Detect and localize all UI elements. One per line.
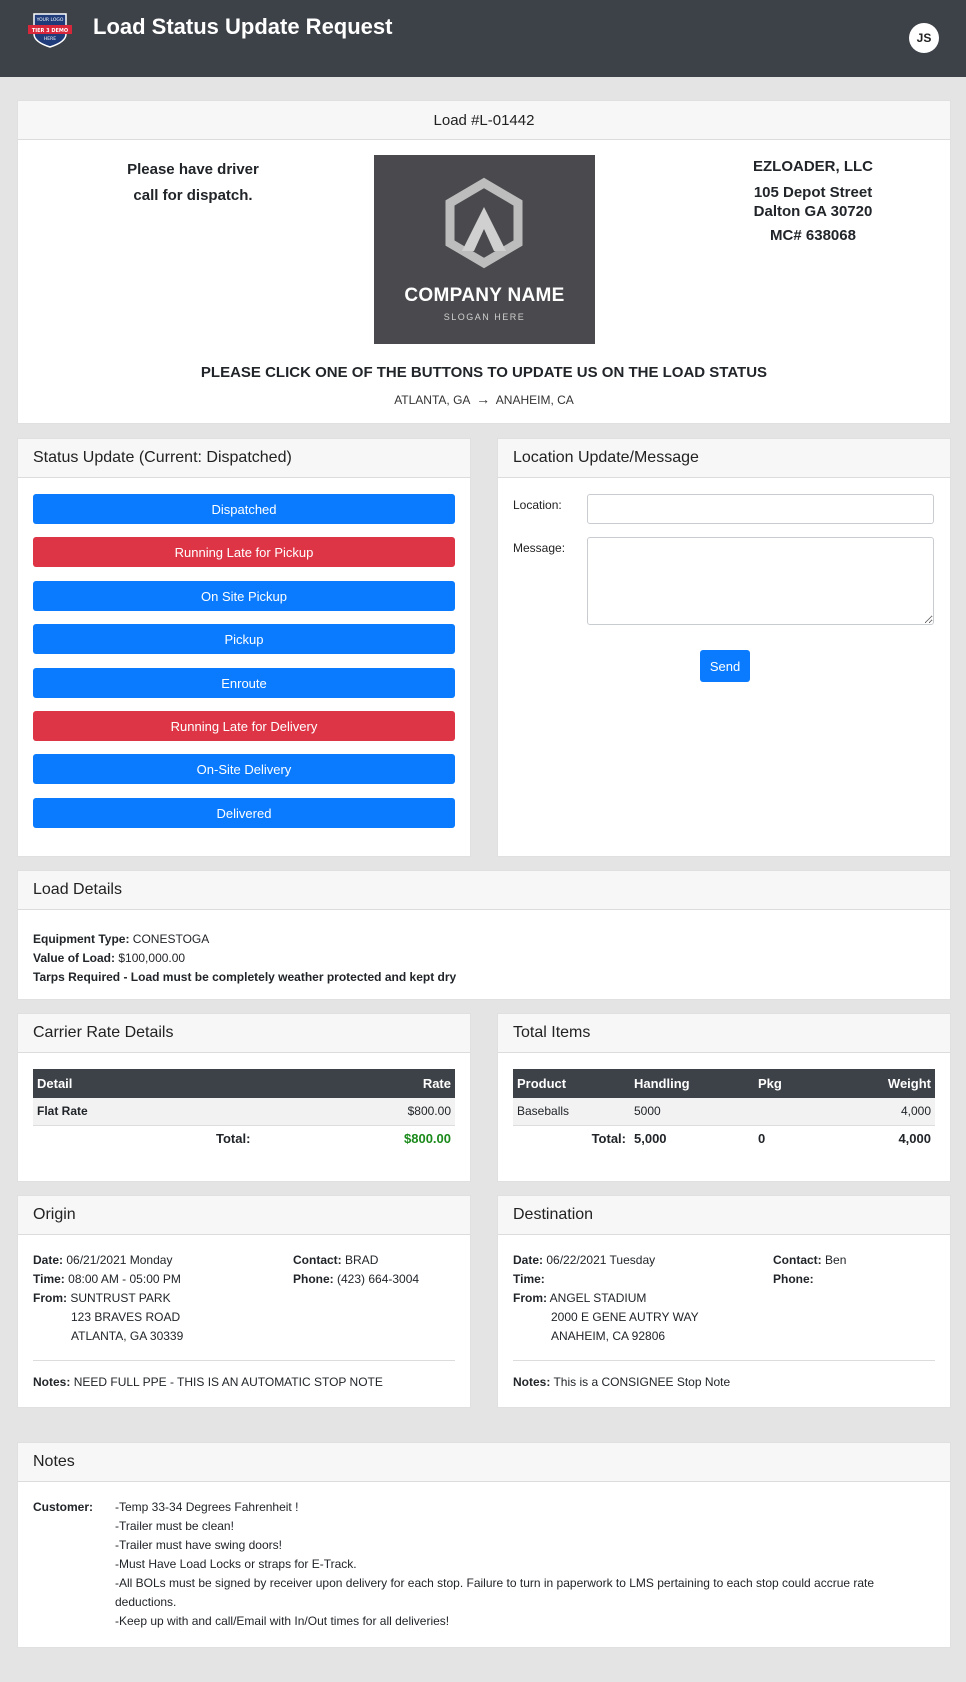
column-header-handling: Handling bbox=[630, 1069, 754, 1098]
column-header-rate: Rate bbox=[371, 1069, 455, 1098]
arrow-right-icon: → bbox=[476, 391, 491, 407]
list-item: -Must Have Load Locks or straps for E-Track. bbox=[115, 1557, 357, 1571]
location-update-title: Location Update/Message bbox=[498, 439, 950, 478]
notes-card bbox=[17, 1442, 951, 1648]
svg-text:HERE: HERE bbox=[43, 37, 57, 42]
route-origin: ATLANTA, GA bbox=[394, 393, 470, 407]
destination-city: ANAHEIM, CA 92806 bbox=[551, 1329, 666, 1343]
destination-date: Date: 06/22/2021 Tuesday bbox=[513, 1253, 656, 1267]
destination-time: Time: bbox=[513, 1272, 545, 1286]
status-update-title: Status Update (Current: Dispatched) bbox=[18, 439, 470, 478]
company-logo-name: COMPANY NAME bbox=[404, 285, 565, 306]
total-pkg: 0 bbox=[758, 1131, 766, 1147]
load-card bbox=[17, 100, 951, 424]
dispatch-message: Please have driver call for dispatch. bbox=[127, 161, 259, 204]
total-row: Total: $800.00 bbox=[33, 1125, 455, 1152]
total-items-card bbox=[497, 1013, 951, 1182]
total-rate: $800.00 bbox=[404, 1131, 451, 1147]
status-button-dispatched[interactable]: Dispatched bbox=[33, 494, 455, 524]
load-details-card bbox=[17, 870, 951, 1000]
total-items-table bbox=[513, 1069, 935, 1152]
tarps-note: Tarps Required - Load must be completely weather protected and kept dry bbox=[33, 970, 457, 984]
svg-text:TIER 3 DEMO: TIER 3 DEMO bbox=[31, 28, 69, 34]
destination-card bbox=[497, 1195, 951, 1408]
total-handling: 5,000 bbox=[634, 1131, 667, 1147]
company-city: Dalton GA 30720 bbox=[753, 203, 873, 220]
status-button-delivered[interactable]: Delivered bbox=[33, 798, 455, 828]
company-logo-slogan: SLOGAN HERE bbox=[443, 312, 526, 322]
company-info bbox=[708, 157, 918, 245]
list-item: -Temp 33-34 Degrees Fahrenheit ! bbox=[115, 1500, 299, 1514]
app-title: Load Status Update Request bbox=[93, 14, 393, 39]
column-header-weight: Weight bbox=[844, 1069, 935, 1098]
svg-text:YOUR LOGO: YOUR LOGO bbox=[36, 18, 64, 23]
status-button-running-late-pickup[interactable]: Running Late for Pickup bbox=[33, 537, 455, 567]
instruction-text: PLEASE CLICK ONE OF THE BUTTONS TO UPDATE US ON THE LOAD STATUS bbox=[200, 364, 768, 381]
user-avatar[interactable]: JS bbox=[909, 23, 939, 53]
total-weight: 4,000 bbox=[898, 1131, 931, 1147]
status-button-pickup[interactable]: Pickup bbox=[33, 624, 455, 654]
origin-contact: Contact: BRAD bbox=[293, 1253, 379, 1267]
destination-contact: Contact: Ben bbox=[773, 1253, 847, 1267]
route bbox=[18, 391, 950, 407]
company-mc: MC# 638068 bbox=[770, 227, 856, 244]
total-items-title: Total Items bbox=[498, 1014, 950, 1053]
destination-street: 2000 E GENE AUTRY WAY bbox=[551, 1310, 699, 1324]
table-row: Flat Rate $800.00 bbox=[33, 1098, 455, 1125]
list-item: -Keep up with and call/Email with In/Out times for all deliveries! bbox=[115, 1614, 450, 1628]
list-item: -Trailer must have swing doors! bbox=[115, 1538, 282, 1552]
table-row: Baseballs 5000 4,000 bbox=[513, 1098, 935, 1125]
load-value: Value of Load: $100,000.00 bbox=[33, 951, 186, 965]
origin-time: Time: 08:00 AM - 05:00 PM bbox=[33, 1272, 181, 1286]
divider bbox=[513, 1360, 935, 1361]
destination-notes: Notes: This is a CONSIGNEE Stop Note bbox=[513, 1375, 731, 1389]
carrier-rate-card bbox=[17, 1013, 471, 1182]
customer-notes-list bbox=[115, 1498, 935, 1631]
destination-title: Destination bbox=[498, 1196, 950, 1235]
list-item: -All BOLs must be signed by receiver upon delivery for each stop. Failure to turn in paperwork to LMS pertaining to each stop could accrue rate deductions. bbox=[115, 1576, 875, 1609]
location-label: Location: bbox=[513, 498, 562, 512]
status-button-on-site-pickup[interactable]: On Site Pickup bbox=[33, 581, 455, 611]
carrier-rate-title: Carrier Rate Details bbox=[18, 1014, 470, 1053]
origin-notes: Notes: NEED FULL PPE - THIS IS AN AUTOMATIC STOP NOTE bbox=[33, 1375, 383, 1389]
origin-card bbox=[17, 1195, 471, 1408]
origin-phone: Phone: (423) 664-3004 bbox=[293, 1272, 420, 1286]
origin-title: Origin bbox=[18, 1196, 470, 1235]
route-destination: ANAHEIM, CA bbox=[495, 393, 574, 407]
origin-street: 123 BRAVES ROAD bbox=[71, 1310, 181, 1324]
company-street: 105 Depot Street bbox=[753, 184, 873, 201]
notes-title: Notes bbox=[18, 1443, 950, 1482]
status-button-enroute[interactable]: Enroute bbox=[33, 668, 455, 698]
origin-from: From: SUNTRUST PARK bbox=[33, 1291, 171, 1305]
message-label: Message: bbox=[513, 541, 566, 555]
column-header-pkg: Pkg bbox=[754, 1069, 844, 1098]
company-logo bbox=[374, 155, 595, 344]
equipment-type: Equipment Type: CONESTOGA bbox=[33, 932, 210, 946]
divider bbox=[33, 1360, 455, 1361]
carrier-rate-table bbox=[33, 1069, 455, 1152]
company-name: EZLOADER, LLC bbox=[753, 158, 873, 175]
status-update-card bbox=[17, 438, 471, 857]
load-number-title: Load #L-01442 bbox=[18, 101, 950, 140]
location-update-card bbox=[497, 438, 951, 857]
origin-date: Date: 06/21/2021 Monday bbox=[33, 1253, 173, 1267]
send-button[interactable]: Send bbox=[700, 650, 750, 682]
location-input[interactable] bbox=[587, 494, 934, 524]
status-button-on-site-delivery[interactable]: On-Site Delivery bbox=[33, 754, 455, 784]
status-button-running-late-delivery[interactable]: Running Late for Delivery bbox=[33, 711, 455, 741]
destination-phone: Phone: bbox=[773, 1272, 814, 1286]
top-navbar bbox=[0, 0, 966, 77]
column-header-product: Product bbox=[513, 1069, 630, 1098]
load-details-title: Load Details bbox=[18, 871, 950, 910]
brand-logo[interactable] bbox=[26, 12, 74, 48]
customer-label: Customer: bbox=[33, 1500, 94, 1514]
message-textarea[interactable] bbox=[587, 537, 934, 625]
column-header-detail: Detail bbox=[33, 1069, 371, 1098]
origin-city: ATLANTA, GA 30339 bbox=[71, 1329, 184, 1343]
total-row: Total: 5,000 0 4,000 bbox=[513, 1125, 935, 1152]
destination-from: From: ANGEL STADIUM bbox=[513, 1291, 647, 1305]
list-item: -Trailer must be clean! bbox=[115, 1519, 234, 1533]
